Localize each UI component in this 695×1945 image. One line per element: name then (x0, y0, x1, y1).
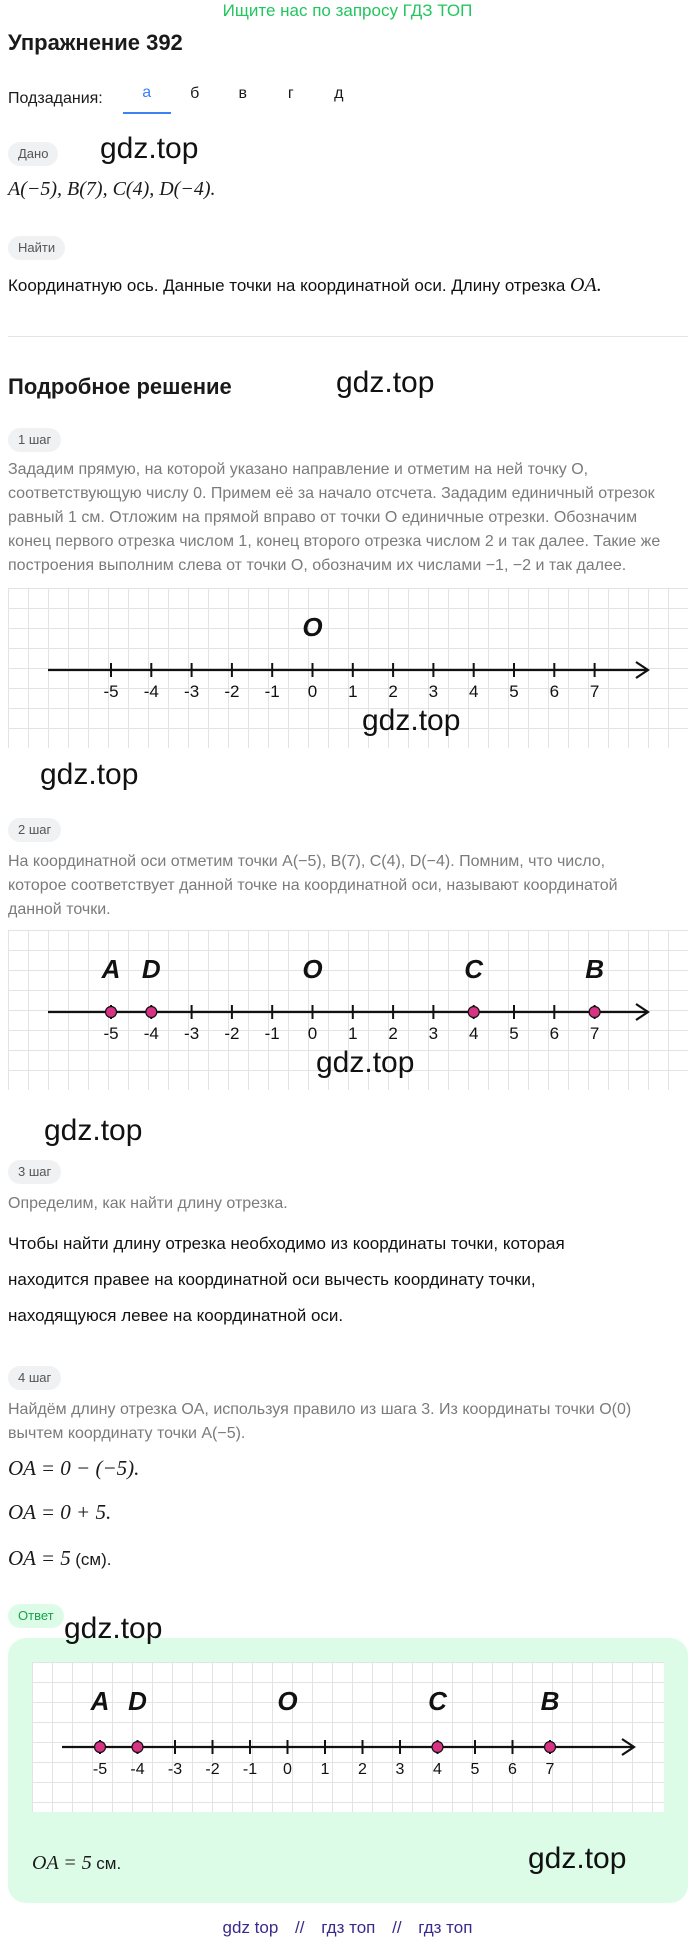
tick-label: 3 (395, 1761, 405, 1778)
step-1-line: равный 1 см. Отложим на прямой вправо от точки O единичные отрезки. Обозначим (8, 509, 638, 526)
step-2-line: данной точки. (8, 901, 111, 918)
point-marker (468, 1007, 479, 1018)
answer-unit: см. (96, 1854, 122, 1873)
origin-label: O (277, 1686, 298, 1716)
step-4-line: вычтем координату точки A(−5). (8, 1425, 246, 1442)
tick-label: -5 (103, 1024, 119, 1043)
tick-label: 0 (283, 1761, 292, 1778)
footer-separator: // (295, 1918, 305, 1937)
point-marker (589, 1007, 600, 1018)
footer-separator: // (392, 1918, 402, 1937)
tick-label: -3 (184, 1024, 200, 1043)
answer-pill: Ответ (8, 1604, 64, 1628)
tick-label: -5 (92, 1761, 108, 1778)
tick-label: 3 (428, 682, 439, 701)
tick-label: 4 (468, 1024, 479, 1043)
subtasks-tabs (8, 84, 363, 114)
tab-b[interactable]: б (190, 85, 200, 102)
tick-label: -2 (224, 682, 240, 701)
step-1-line: Зададим прямую, на которой указано направление и отметим на ней точку O, (8, 461, 589, 478)
point-marker (545, 1742, 556, 1753)
tick-label: 6 (549, 1024, 560, 1043)
step-1-text (8, 458, 688, 578)
tick-label: 0 (307, 1024, 318, 1043)
tick-label: 2 (388, 682, 398, 701)
watermark: gdz.top (316, 1046, 415, 1079)
footer-link[interactable]: гдз топ (418, 1918, 473, 1937)
origin-label: O (302, 954, 323, 984)
step-2-text (8, 850, 688, 922)
equation-3-unit: (см). (75, 1550, 112, 1569)
step-1-line: конец первого отрезка числом 1, конец второго отрезка числом 2 и так далее. Такие же (8, 533, 661, 550)
tick-label: 4 (433, 1761, 442, 1778)
tab-v[interactable]: в (238, 85, 247, 102)
tick-label: 7 (545, 1761, 555, 1778)
point-marker (146, 1007, 157, 1018)
tick-label: 6 (508, 1761, 517, 1778)
solution-title: Подробное решение (8, 374, 232, 399)
equation-2: OA = 0 + 5. (8, 1500, 112, 1524)
tick-label: 4 (468, 682, 479, 701)
tick-label: 2 (358, 1761, 367, 1778)
tick-label: -1 (242, 1761, 258, 1778)
find-pill: Найти (8, 236, 65, 260)
step-3-pill: 3 шаг (8, 1160, 61, 1184)
find-text (8, 270, 602, 301)
tick-label: 1 (320, 1761, 330, 1778)
top-banner: Ищите нас по запросу ГДЗ ТОП (222, 1, 473, 20)
tick-label: -1 (264, 1024, 280, 1043)
point-label: D (141, 954, 161, 984)
tick-label: 7 (589, 682, 600, 701)
tab-g[interactable]: г (287, 85, 294, 102)
tick-label: 3 (428, 1024, 439, 1043)
tab-a[interactable]: а (123, 84, 171, 114)
tick-label: -3 (167, 1761, 183, 1778)
step-3-line: находится правее на координатной оси вычесть координату точки, (8, 1270, 536, 1289)
point-label: C (428, 1686, 447, 1716)
tick-label: -4 (143, 682, 159, 701)
answer-math: OA = 5 (32, 1852, 92, 1874)
watermark: gdz.top (336, 366, 435, 399)
point-marker (432, 1742, 443, 1753)
point-label: B (585, 954, 604, 984)
step-3-line: Чтобы найти длину отрезка необходимо из координаты точки, которая (8, 1234, 565, 1253)
step-2-line: На координатной оси отметим точки A(−5), B(7), C(4), D(−4). Помним, что число, (8, 853, 606, 870)
step-4-line: Найдём длину отрезка OA, используя правило из шага 3. Из координаты точки O(0) (8, 1401, 632, 1418)
tick-label: -4 (130, 1761, 145, 1778)
tick-label: -2 (224, 1024, 240, 1043)
step-3-text (8, 1226, 688, 1334)
tick-label: 0 (307, 682, 318, 701)
footer-link[interactable]: гдз топ (321, 1918, 376, 1937)
tick-label: 1 (348, 1024, 358, 1043)
footer-link[interactable]: gdz top (222, 1918, 279, 1937)
step-1-pill: 1 шаг (8, 428, 61, 452)
tick-label: -4 (143, 1024, 159, 1043)
point-label: A (90, 1686, 110, 1716)
watermark: gdz.top (528, 1842, 627, 1875)
tick-label: 6 (549, 682, 560, 701)
step-3-gray: Определим, как найти длину отрезка. (8, 1195, 288, 1212)
tab-d[interactable]: д (334, 85, 344, 102)
step-2-pill: 2 шаг (8, 818, 61, 842)
point-marker (95, 1742, 106, 1753)
find-description: Координатную ось. Данные точки на координатной оси. Длину отрезка (8, 276, 566, 295)
tick-label: -2 (205, 1761, 220, 1778)
watermark: gdz.top (64, 1612, 163, 1645)
given-pill: Дано (8, 142, 58, 166)
watermark: gdz.top (40, 758, 139, 791)
equation-3 (8, 1546, 111, 1571)
step-2-line: которое соответствует данной точке на координатной оси, называют координатой (8, 877, 618, 894)
tick-label: 5 (470, 1761, 480, 1778)
watermark: gdz.top (44, 1114, 143, 1147)
equation-3-math: OA = 5 (8, 1546, 71, 1570)
tick-label: 7 (589, 1024, 600, 1043)
number-line-figure-answer (32, 1662, 664, 1812)
tick-label: 5 (509, 682, 519, 701)
tick-label: 2 (388, 1024, 398, 1043)
equation-1: OA = 0 − (−5). (8, 1456, 140, 1480)
given-points: A(−5), B(7), C(4), D(−4). (8, 178, 216, 200)
tick-label: -1 (264, 682, 280, 701)
point-label: D (128, 1686, 147, 1716)
tick-label: 1 (348, 682, 358, 701)
point-marker (106, 1007, 117, 1018)
step-4-text (8, 1398, 688, 1446)
step-1-line: построения выполним слева от точки O, обозначим их числами −1, −2 и так далее. (8, 557, 627, 574)
footer (0, 1918, 695, 1938)
point-label: A (101, 954, 121, 984)
step-1-line: соответствующую числу 0. Примем её за начало отсчета. Зададим единичный отрезок (8, 485, 655, 502)
watermark: gdz.top (100, 132, 199, 165)
page-title: Упражнение 392 (8, 30, 183, 55)
point-label: C (464, 954, 484, 984)
step-4-pill: 4 шаг (8, 1366, 61, 1390)
find-segment: OA. (570, 274, 602, 296)
tick-label: -3 (184, 682, 200, 701)
tick-label: -5 (103, 682, 119, 701)
subtasks-label: Подзадания: (8, 90, 103, 107)
answer-text (32, 1852, 121, 1875)
watermark: gdz.top (362, 704, 461, 737)
point-marker (132, 1742, 143, 1753)
step-3-line: находящуюся левее на координатной оси. (8, 1306, 344, 1325)
tick-label: 5 (509, 1024, 519, 1043)
number-line-1 (8, 588, 688, 748)
divider (8, 336, 688, 337)
number-line-answer (32, 1662, 664, 1812)
origin-label: O (302, 612, 323, 642)
point-label: B (540, 1686, 560, 1716)
number-line-figure-1 (8, 588, 688, 748)
